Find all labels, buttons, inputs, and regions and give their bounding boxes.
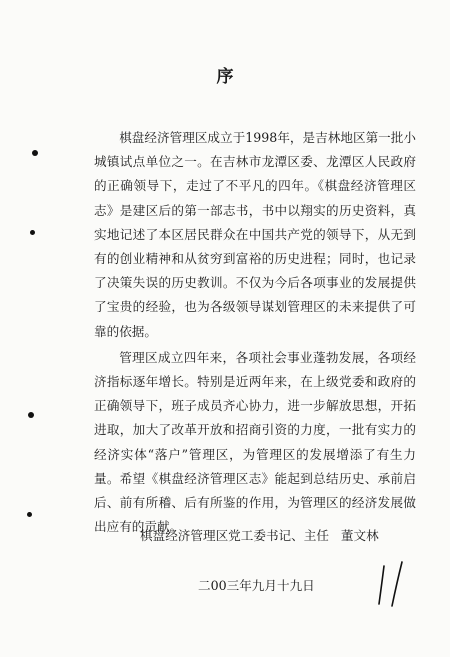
signature-line [140, 525, 379, 544]
signatory-title: 棋盘经济管理区党工委书记、主任 [140, 528, 329, 543]
binding-hole-mark [30, 230, 35, 235]
page-title: 序 [216, 67, 234, 87]
binding-hole-mark [27, 512, 32, 517]
binding-hole-mark [32, 150, 38, 156]
preface-body [94, 126, 416, 539]
document-date: 二00三年九月十九日 [198, 578, 315, 593]
signatory-name: 董文林 [340, 528, 379, 543]
paragraph-1: 棋盘经济管理区成立于1998年，是吉林地区第一批小城镇试点单位之一。在吉林市龙潭区委、龙潭区人民政府的正确领导下，走过了不平凡的四年。《棋盘经济管理区志》是建区后的第一部志书，书中以翔实的历史资料，真实地记述了本区居民群众在中国共产党的领导下，从无到有的创业精神和从贫穷到富裕的历史进程；同时，也记录了决策失误的历史教训。不仅为今后各项事业的发展提供了宝贵的经验，也为各级领导谋划管理区的未来提供了可靠的依据。 [94, 130, 416, 339]
paragraph-2: 管理区成立四年来，各项社会事业蓬勃发展，各项经济指标逐年增长。特别是近两年来，在上级党委和政府的正确领导下，班子成员齐心协力，进一步解放思想，开拓进取，加大了改革开放和招商引资的力度，一批有实力的经济实体“落户”管理区，为管理区的发展增添了有生力量。希望《棋盘经济管理区志》能起到总结历史、承前启后、前有所稽、后有所鉴的作用，为管理区的经济发展做出应有的贡献。 [94, 349, 416, 535]
binding-hole-mark [28, 412, 34, 418]
handwritten-page-number [372, 560, 412, 610]
